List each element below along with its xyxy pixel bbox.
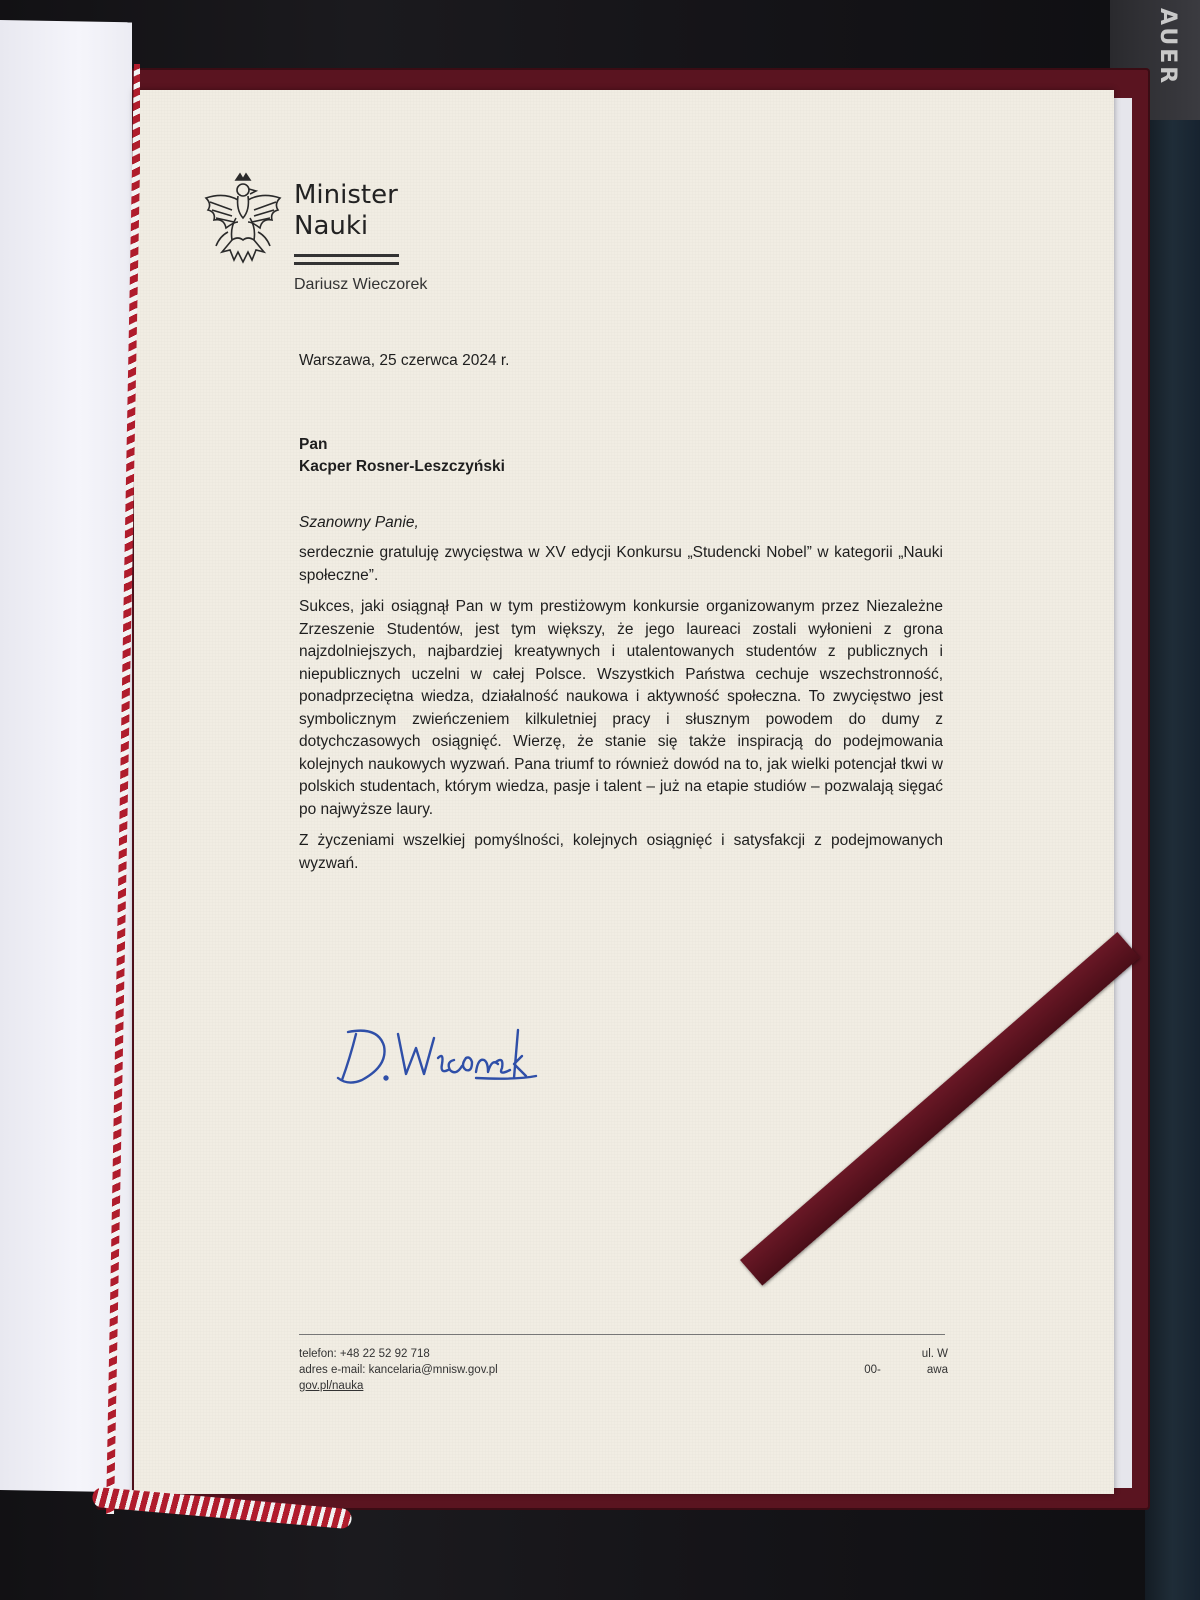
handwritten-signature — [326, 1018, 556, 1088]
footer-phone: telefon: +48 22 52 92 718 — [299, 1348, 430, 1360]
background-book-right — [1145, 120, 1200, 1600]
polish-eagle-icon — [198, 172, 288, 268]
body-paragraph-3: Z życzeniami wszelkiej pomyślności, kolejnych osiągnięć i satysfakcji z podejmowanych wyzwań. — [299, 832, 943, 872]
footer-address-line1: ul. W — [921, 1348, 948, 1360]
footer-contact — [299, 1346, 498, 1394]
book-spine-text: AUER — [1155, 8, 1180, 87]
footer-website-link[interactable]: gov.pl/nauka — [299, 1380, 364, 1392]
salutation: Szanowny Panie, — [299, 514, 419, 531]
body-paragraph-1: serdecznie gratuluję zwycięstwa w XV edycji Konkursu „Studencki Nobel” w kategorii „Nauki społeczne”. — [299, 544, 943, 584]
minister-name: Dariusz Wieczorek — [294, 276, 428, 293]
letterhead-rule-top — [294, 254, 399, 257]
footer-divider — [299, 1334, 945, 1335]
footer-address — [846, 1346, 948, 1378]
minister-title-line2: Nauki — [294, 211, 369, 241]
paper-stack-edge — [1114, 98, 1132, 1488]
letter-page — [134, 90, 1114, 1494]
letterhead-rule-bottom — [294, 262, 399, 265]
minister-title-line1: Minister — [294, 180, 398, 210]
footer-email[interactable]: adres e-mail: kancelaria@mnisw.gov.pl — [299, 1364, 498, 1376]
letter-body — [299, 542, 943, 884]
recipient-name: Kacper Rosner-Leszczyński — [299, 458, 505, 475]
recipient-block — [299, 434, 505, 478]
footer-city-fragment: awa — [926, 1364, 948, 1376]
footer-address-line2 — [846, 1362, 948, 1378]
body-paragraph-2: Sukces, jaki osiągnął Pan w tym prestiżowym konkursie organizowanym przez Niezależne Zrzeszenie Studentów, jest tym większy, że jego laureaci zostali wyłonieni z grona najzdolniejszych, najbardziej kreatywnych i utalentowanych studentów z publicznych i niepublicznych uczelni w całej Polsce. Wszystkich Państwa cechuje wszechstronność, ponadprzeciętna wiedza, działalność naukowa i aktywność społeczna. To zwycięstwo jest symbolicznym zwieńczeniem kilkuletniej pracy i słusznym powodem do dumy z dotychczasowych osiągnięć. Wierzę, że stanie się także inspiracją do podejmowania kolejnych naukowych wyzwań. Pana triumf to również dowód na to, jak wielki potencjał tkwi w polskich studentach, którym wiedza, pasje i talent – już na etapie studiów – pozwalają sięgać po najwyższe laury. — [299, 598, 943, 818]
recipient-title: Pan — [299, 436, 328, 453]
minister-title — [294, 180, 494, 242]
footer-postal-fragment: 00- — [864, 1364, 881, 1376]
letter-date: Warszawa, 25 czerwca 2024 r. — [299, 352, 510, 369]
